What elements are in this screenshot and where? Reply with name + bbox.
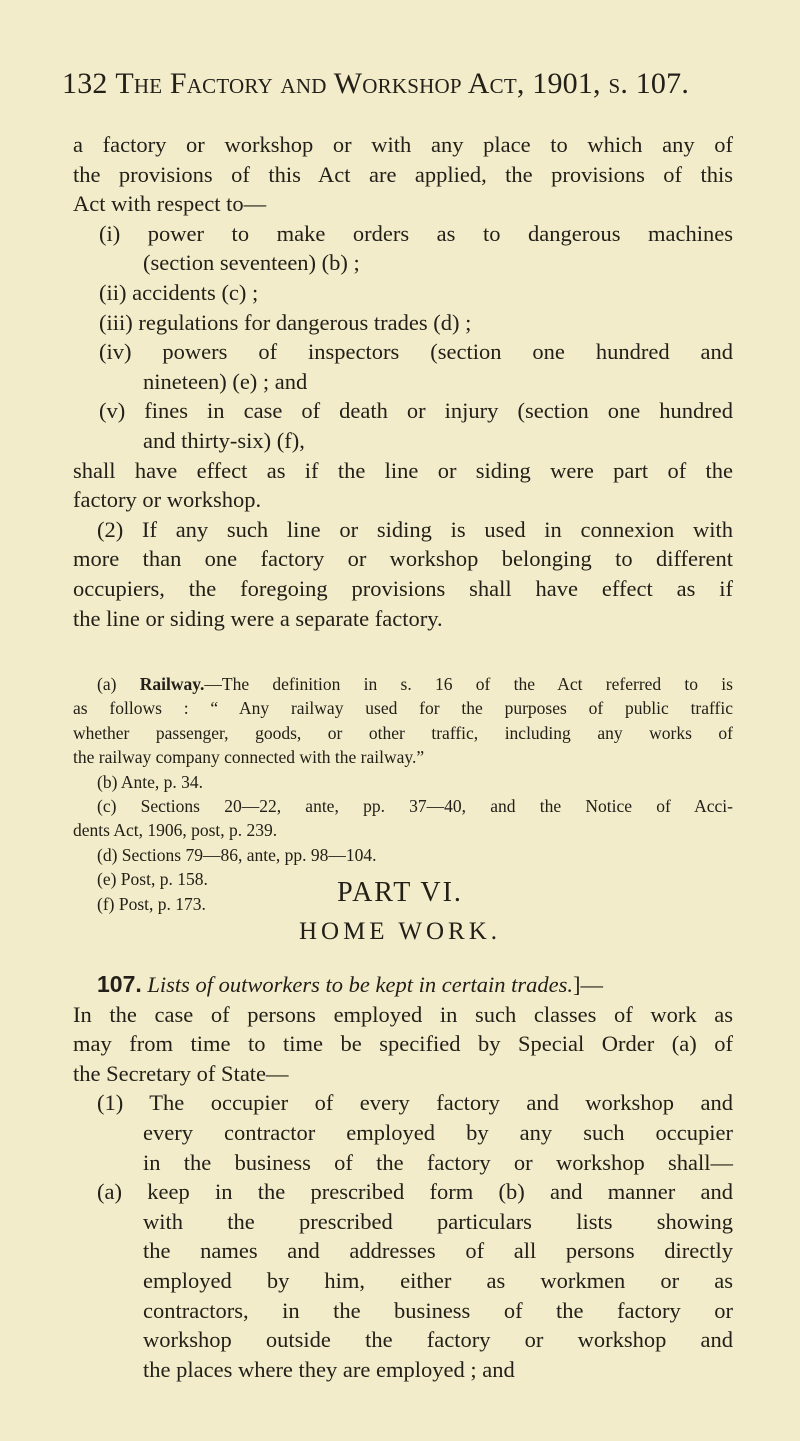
list-item-continued: with the prescribed particulars lists showing (143, 1208, 733, 1234)
list-item-continued: the places where they are employed ; and (143, 1356, 515, 1382)
text-line: a factory or workshop or with any place to which any of (73, 132, 733, 157)
list-item-continued: in the business of the factory or workshop shall— (143, 1149, 733, 1175)
list-item: (iv) powers of inspectors (section one hundred and (99, 339, 733, 365)
part-title: PART VI. (337, 877, 463, 908)
section-heading: Lists of outworkers to be kept in certain trades. (147, 972, 573, 997)
page-number: 132 (62, 67, 108, 100)
footnote-text: —The definition in s. 16 of the Act referred to is (204, 674, 733, 694)
footnote-c-continued: dents Act, 1906, post, p. 239. (73, 820, 278, 841)
text-line: shall have effect as if the line or siding were part of the (73, 457, 733, 483)
list-item-continued: nineteen) (e) ; and (143, 368, 308, 394)
section-heading-end: ]— (573, 972, 603, 997)
running-title: The Factory and Workshop Act, 1901, s. 107. (115, 67, 690, 100)
footnote-heading: Railway. (139, 674, 205, 694)
list-item: (v) fines in case of death or injury (section one hundred (99, 398, 733, 424)
list-item: (i) power to make orders as to dangerous machines (99, 220, 733, 246)
text-line: Act with respect to— (73, 191, 267, 217)
footnote-line: as follows : “ Any railway used for the purposes of public traffic (73, 698, 733, 719)
footnote-a (73, 672, 733, 696)
footnote-e: (e) Post, p. 158. (97, 869, 208, 890)
list-item: (1) The occupier of every factory and workshop and (97, 1090, 733, 1116)
section-number: 107. (97, 971, 142, 997)
list-item-continued: workshop outside the factory or workshop and (143, 1327, 733, 1353)
text-line: the Secretary of State— (73, 1060, 289, 1086)
page-header (62, 64, 742, 104)
footnote-f: (f) Post, p. 173. (97, 893, 206, 914)
text-line: factory or workshop. (73, 487, 262, 513)
list-item-continued: employed by him, either as workmen or as (143, 1267, 733, 1293)
section-heading-line (73, 970, 733, 1000)
footnote-line: whether passenger, goods, or other traffic, including any works of (73, 722, 733, 743)
text-line: more than one factory or workshop belonging to different (73, 546, 733, 572)
list-item: (iii) regulations for dangerous trades (d) ; (99, 309, 472, 335)
main-text (73, 130, 733, 633)
list-item-continued: the names and addresses of all persons directly (143, 1238, 733, 1264)
footnote-line: the railway company connected with the railway.” (73, 747, 425, 768)
text-line: may from time to time be specified by Special Order (a) of (73, 1031, 733, 1057)
text-line: the line or siding were a separate factory. (73, 605, 443, 631)
text-line: occupiers, the foregoing provisions shall have effect as if (73, 575, 733, 601)
text-line: (2) If any such line or siding is used in connexion with (97, 516, 733, 542)
footnote-c: (c) Sections 20—22, ante, pp. 37—40, and the Notice of Acci- (97, 796, 733, 817)
list-item-continued: and thirty-six) (f), (143, 427, 305, 453)
text-line: the provisions of this Act are applied, the provisions of this (73, 161, 733, 187)
section-107 (73, 970, 733, 1384)
list-item-continued: contractors, in the business of the factory or (143, 1297, 733, 1323)
list-item-continued: (section seventeen) (b) ; (143, 250, 360, 276)
footnote-b: (b) Ante, p. 34. (97, 771, 203, 792)
part-subtitle: HOME WORK. (298, 918, 502, 945)
text-line: In the case of persons employed in such classes of work as (73, 1001, 733, 1027)
footnote-marker: (a) (97, 674, 117, 694)
list-item: (a) keep in the prescribed form (b) and manner and (97, 1179, 733, 1205)
footnote-d: (d) Sections 79—86, ante, pp. 98—104. (97, 844, 377, 865)
list-item: (ii) accidents (c) ; (99, 279, 259, 305)
list-item-continued: every contractor employed by any such occupier (143, 1119, 733, 1145)
